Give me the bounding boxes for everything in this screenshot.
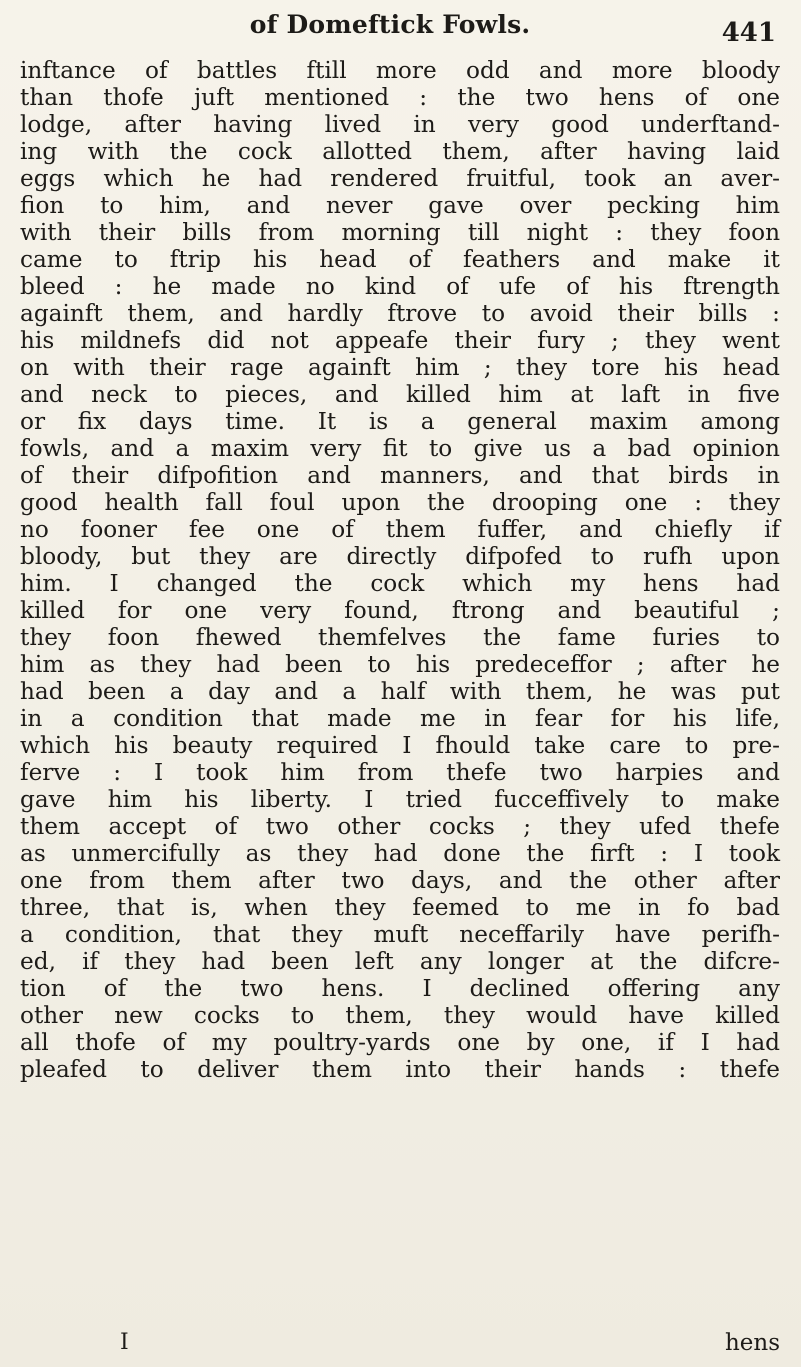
text-line: bleed : he made no kind of ufe of his ftrength — [20, 273, 780, 300]
text-line: one from them after two days, and the other after — [20, 867, 780, 894]
text-line: in a condition that made me in fear for his life, — [20, 705, 780, 732]
text-line: eggs which he had rendered fruitful, took an aver- — [20, 165, 780, 192]
running-head: of Domeftick Fowls. — [249, 10, 531, 39]
text-line: or fix days time. It is a general maxim among — [20, 408, 780, 435]
text-line: than thofe juft mentioned : the two hens of one — [20, 84, 780, 111]
text-line: fion to him, and never gave over pecking him — [20, 192, 780, 219]
text-line: fowls, and a maxim very fit to give us a bad opinion — [20, 435, 780, 462]
text-line: and neck to pieces, and killed him at laft in five — [20, 381, 780, 408]
text-line: of their difpofition and manners, and that birds in — [20, 462, 780, 489]
text-line: ferve : I took him from thefe two harpies and — [20, 759, 780, 786]
body-text — [20, 57, 780, 1083]
text-line: a condition, that they muft neceffarily have perifh- — [20, 921, 780, 948]
text-line: no fooner fee one of them fuffer, and chiefly if — [20, 516, 780, 543]
text-line: good health fall foul upon the drooping one : they — [20, 489, 780, 516]
text-line: which his beauty required I fhould take care to pre- — [20, 732, 780, 759]
text-line: as unmercifully as they had done the firft : I took — [20, 840, 780, 867]
text-line: ing with the cock allotted them, after having laid — [20, 138, 780, 165]
text-line: againft them, and hardly ftrove to avoid their bills : — [20, 300, 780, 327]
text-line: had been a day and a half with them, he was put — [20, 678, 780, 705]
page-footer — [120, 1330, 780, 1358]
text-line: pleafed to deliver them into their hands : thefe — [20, 1056, 780, 1083]
text-line: bloody, but they are directly difpofed to rufh upon — [20, 543, 780, 570]
text-line: three, that is, when they feemed to me in fo bad — [20, 894, 780, 921]
text-line: him. I changed the cock which my hens had — [20, 570, 780, 597]
page-header — [150, 2, 776, 50]
text-line: they foon fhewed themfelves the fame furies to — [20, 624, 780, 651]
text-line: lodge, after having lived in very good underftand- — [20, 111, 780, 138]
page-number: 441 — [721, 18, 776, 48]
text-line: his mildnefs did not appeafe their fury ; they went — [20, 327, 780, 354]
text-line: killed for one very found, ftrong and beautiful ; — [20, 597, 780, 624]
text-line: on with their rage againft him ; they tore his head — [20, 354, 780, 381]
text-line: him as they had been to his predeceffor ; after he — [20, 651, 780, 678]
text-line: came to ftrip his head of feathers and make it — [20, 246, 780, 273]
signature-mark: I — [120, 1330, 129, 1355]
text-line: other new cocks to them, they would have killed — [20, 1002, 780, 1029]
text-line: tion of the two hens. I declined offering any — [20, 975, 780, 1002]
catchword: hens — [724, 1330, 780, 1356]
text-line: inftance of battles ftill more odd and more bloody — [20, 57, 780, 84]
text-line: with their bills from morning till night : they foon — [20, 219, 780, 246]
text-line: them accept of two other cocks ; they ufed thefe — [20, 813, 780, 840]
text-line: ed, if they had been left any longer at the difcre- — [20, 948, 780, 975]
text-line: all thofe of my poultry-yards one by one, if I had — [20, 1029, 780, 1056]
text-line: gave him his liberty. I tried fucceffively to make — [20, 786, 780, 813]
